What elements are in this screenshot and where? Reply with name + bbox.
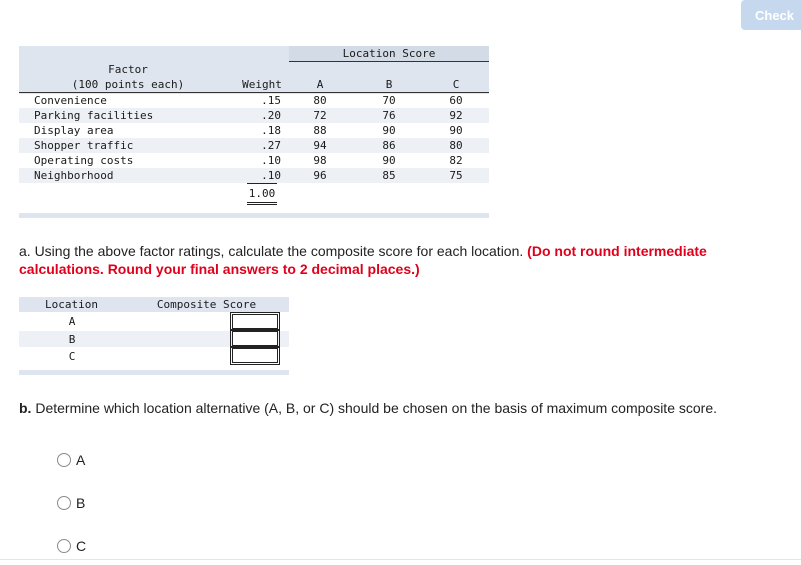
weight-total-underline [247,202,277,203]
question-b-text: Determine which location alternative (A, B, or C) should be chosen on the basis of maximum composite score. [35,400,717,416]
radio-button[interactable] [57,496,71,510]
weight-total-underline [247,204,277,205]
composite-score-input-b[interactable] [232,331,278,346]
weight-total: 1.00 [248,187,276,200]
factor-cell: Display area [34,124,114,137]
weight-cell: .27 [261,139,281,152]
composite-footer-band [19,370,289,375]
score-cell-b: 85 [382,169,396,182]
option-b[interactable] [57,494,85,512]
score-cell-c: 80 [449,139,463,152]
factor-header-line1: Factor [108,63,148,76]
location-header: Location [45,298,98,311]
score-cell-c: 92 [449,109,463,122]
score-cell-c: 90 [449,124,463,137]
score-cell-b: 70 [382,94,396,107]
question-b-label: b. [19,400,32,416]
score-cell-c: 82 [449,154,463,167]
score-cell-b: 86 [382,139,396,152]
question-b [19,399,801,417]
weight-cell: .10 [261,154,281,167]
question-a-instruction: (Do not round intermediate calculations. Round your final answers to 2 decimal places.) [19,243,707,277]
location-score-underline [289,61,489,62]
score-cell-a: 96 [313,169,327,182]
score-cell-c: 60 [449,94,463,107]
score-cell-b: 90 [382,124,396,137]
score-cell-c: 75 [449,169,463,182]
weight-header: Weight [242,78,282,91]
score-cell-a: 72 [313,109,327,122]
question-a-text: a. Using the above factor ratings, calculate the composite score for each location. [19,243,524,259]
location-header-c: C [452,78,460,91]
table-footer-band [19,213,489,218]
bottom-divider [0,559,801,560]
weight-sum-line [247,183,277,184]
option-c[interactable] [57,537,86,555]
factor-header-line2: (100 points each) [71,78,185,91]
factor-table [19,46,489,218]
weight-cell: .10 [261,169,281,182]
weight-cell: .15 [261,94,281,107]
score-cell-b: 90 [382,154,396,167]
option-a[interactable] [57,451,85,469]
option-label: A [76,452,86,468]
option-label: B [76,495,86,511]
location-label-b: B [68,333,76,346]
composite-score-input-a[interactable] [232,314,278,329]
score-cell-a: 98 [313,154,327,167]
weight-cell: .20 [261,109,281,122]
location-header-a: A [316,78,324,91]
question-a [19,242,794,278]
score-cell-a: 80 [313,94,327,107]
score-cell-a: 88 [313,124,327,137]
composite-score-table [19,297,289,375]
location-header-b: B [385,78,393,91]
factor-cell: Parking facilities [34,109,154,122]
location-score-header: Location Score [342,47,436,60]
factor-cell: Neighborhood [34,169,114,182]
factor-cell: Operating costs [34,154,134,167]
option-label: C [76,538,87,554]
score-cell-a: 94 [313,139,327,152]
score-cell-b: 76 [382,109,396,122]
radio-button[interactable] [57,539,71,553]
factor-cell: Shopper traffic [34,139,134,152]
weight-cell: .18 [261,124,281,137]
location-label-c: C [68,350,76,363]
factor-cell: Convenience [34,94,107,107]
composite-score-input-c[interactable] [232,348,278,363]
composite-score-header: Composite Score [156,298,257,311]
check-button[interactable]: Check [741,0,801,30]
location-label-a: A [68,315,76,328]
radio-button[interactable] [57,453,71,467]
